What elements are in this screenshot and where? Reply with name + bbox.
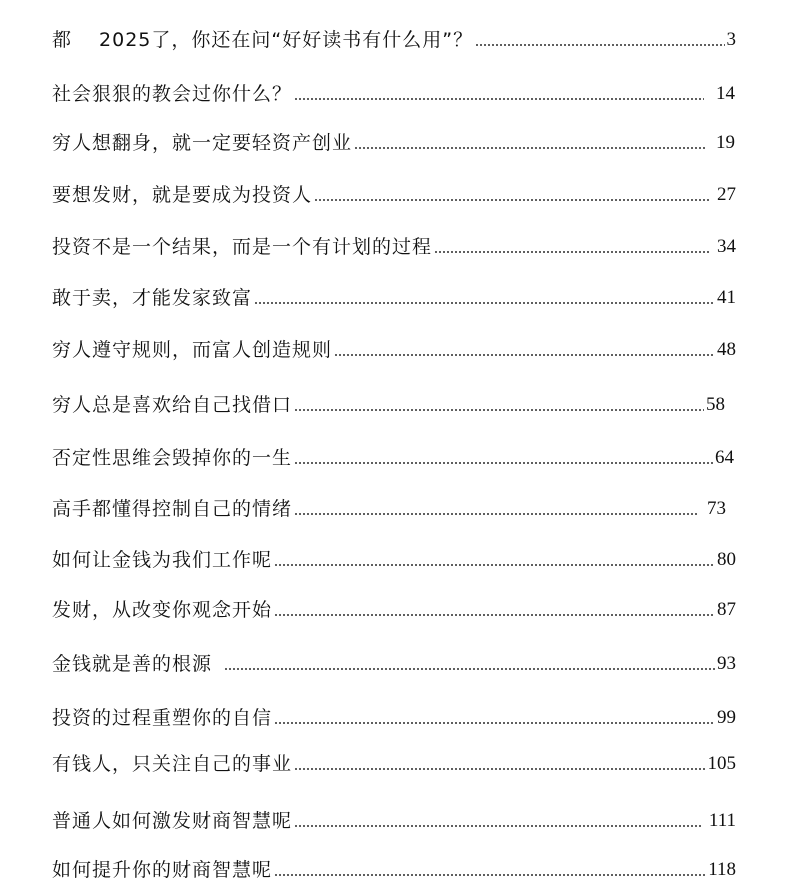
toc-entry-page: 14 [716, 83, 735, 104]
toc-leader-dots [254, 301, 715, 305]
toc-entry-page: 80 [717, 549, 736, 570]
toc-entry-page: 41 [717, 287, 736, 308]
toc-entry-title: 投资不是一个结果，而是一个有计划的过程 [52, 236, 433, 258]
toc-entry-title: 敢于卖，才能发家致富 [52, 287, 253, 309]
toc-entry[interactable] [52, 280, 736, 310]
toc-entry-title: 如何提升你的财商智慧呢 [52, 859, 273, 881]
toc-leader-dots [434, 250, 711, 254]
toc-entry-page: 73 [707, 498, 726, 519]
toc-entry-page: 58 [706, 394, 725, 415]
toc-leader-dots [274, 873, 706, 877]
toc-entry-title: 有钱人，只关注自己的事业 [52, 753, 293, 775]
toc-leader-dots [334, 353, 715, 357]
toc-entry[interactable] [52, 440, 734, 470]
toc-entry-page: 87 [717, 599, 736, 620]
toc-entry[interactable] [52, 542, 736, 572]
toc-entry-page: 111 [708, 810, 736, 831]
toc-entry-title: 普通人如何激发财商智慧呢 [52, 810, 293, 832]
toc-entry[interactable] [52, 125, 735, 155]
toc-entry[interactable] [52, 22, 736, 52]
toc-leader-dots [294, 97, 704, 101]
toc-entry-page: 64 [715, 447, 734, 468]
toc-leader-dots [224, 667, 715, 671]
toc-leader-dots [274, 721, 715, 725]
toc-leader-dots [294, 408, 704, 412]
toc-leader-dots [274, 613, 715, 617]
toc-entry-title: 都 2025了，你还在问“好好读书有什么用”？ [52, 29, 474, 51]
toc-entry-page: 3 [726, 29, 736, 50]
toc-entry-page: 105 [707, 753, 736, 774]
toc-entry[interactable] [52, 76, 735, 106]
toc-entry-page: 27 [717, 184, 736, 205]
toc-leader-dots [475, 43, 724, 47]
toc-entry[interactable] [52, 491, 726, 521]
toc-entry-page: 34 [717, 236, 736, 257]
toc-entry[interactable] [52, 387, 725, 417]
toc-leader-dots [354, 146, 706, 150]
toc-entry[interactable] [52, 803, 736, 833]
toc-entry-title: 如何让金钱为我们工作呢 [52, 549, 273, 571]
toc-entry-title: 要想发财，就是要成为投资人 [52, 184, 313, 206]
toc-entry[interactable] [52, 592, 736, 622]
toc-entry-page: 118 [708, 859, 736, 880]
toc-leader-dots [314, 198, 711, 202]
toc-entry[interactable] [52, 646, 736, 676]
toc-leader-dots [274, 563, 715, 567]
toc-entry-page: 48 [717, 339, 736, 360]
toc-entry[interactable] [52, 852, 736, 882]
toc-leader-dots [294, 461, 713, 465]
toc-entry[interactable] [52, 177, 736, 207]
toc-leader-dots [294, 824, 703, 828]
toc-entry-title: 否定性思维会毁掉你的一生 [52, 447, 293, 469]
toc-entry-page: 99 [717, 707, 736, 728]
toc-entry-title: 发财，从改变你观念开始 [52, 599, 273, 621]
toc-entry-title: 金钱就是善的根源 [52, 653, 213, 675]
toc-entry-title: 穷人遵守规则，而富人创造规则 [52, 339, 333, 361]
toc-entry-title: 穷人总是喜欢给自己找借口 [52, 394, 293, 416]
toc-entry[interactable] [52, 229, 736, 259]
toc-entry-title: 社会狠狠的教会过你什么？ [52, 83, 293, 105]
toc-entry[interactable] [52, 332, 736, 362]
toc-entry-title: 投资的过程重塑你的自信 [52, 707, 273, 729]
toc-entry-title: 高手都懂得控制自己的情绪 [52, 498, 293, 520]
toc-entry-page: 19 [716, 132, 735, 153]
toc-entry[interactable] [52, 700, 736, 730]
toc-entry-title: 穷人想翻身，就一定要轻资产创业 [52, 132, 353, 154]
toc-entry-page: 93 [717, 653, 736, 674]
toc-leader-dots [294, 512, 697, 516]
toc-entry[interactable] [52, 746, 736, 776]
toc-leader-dots [294, 767, 705, 771]
